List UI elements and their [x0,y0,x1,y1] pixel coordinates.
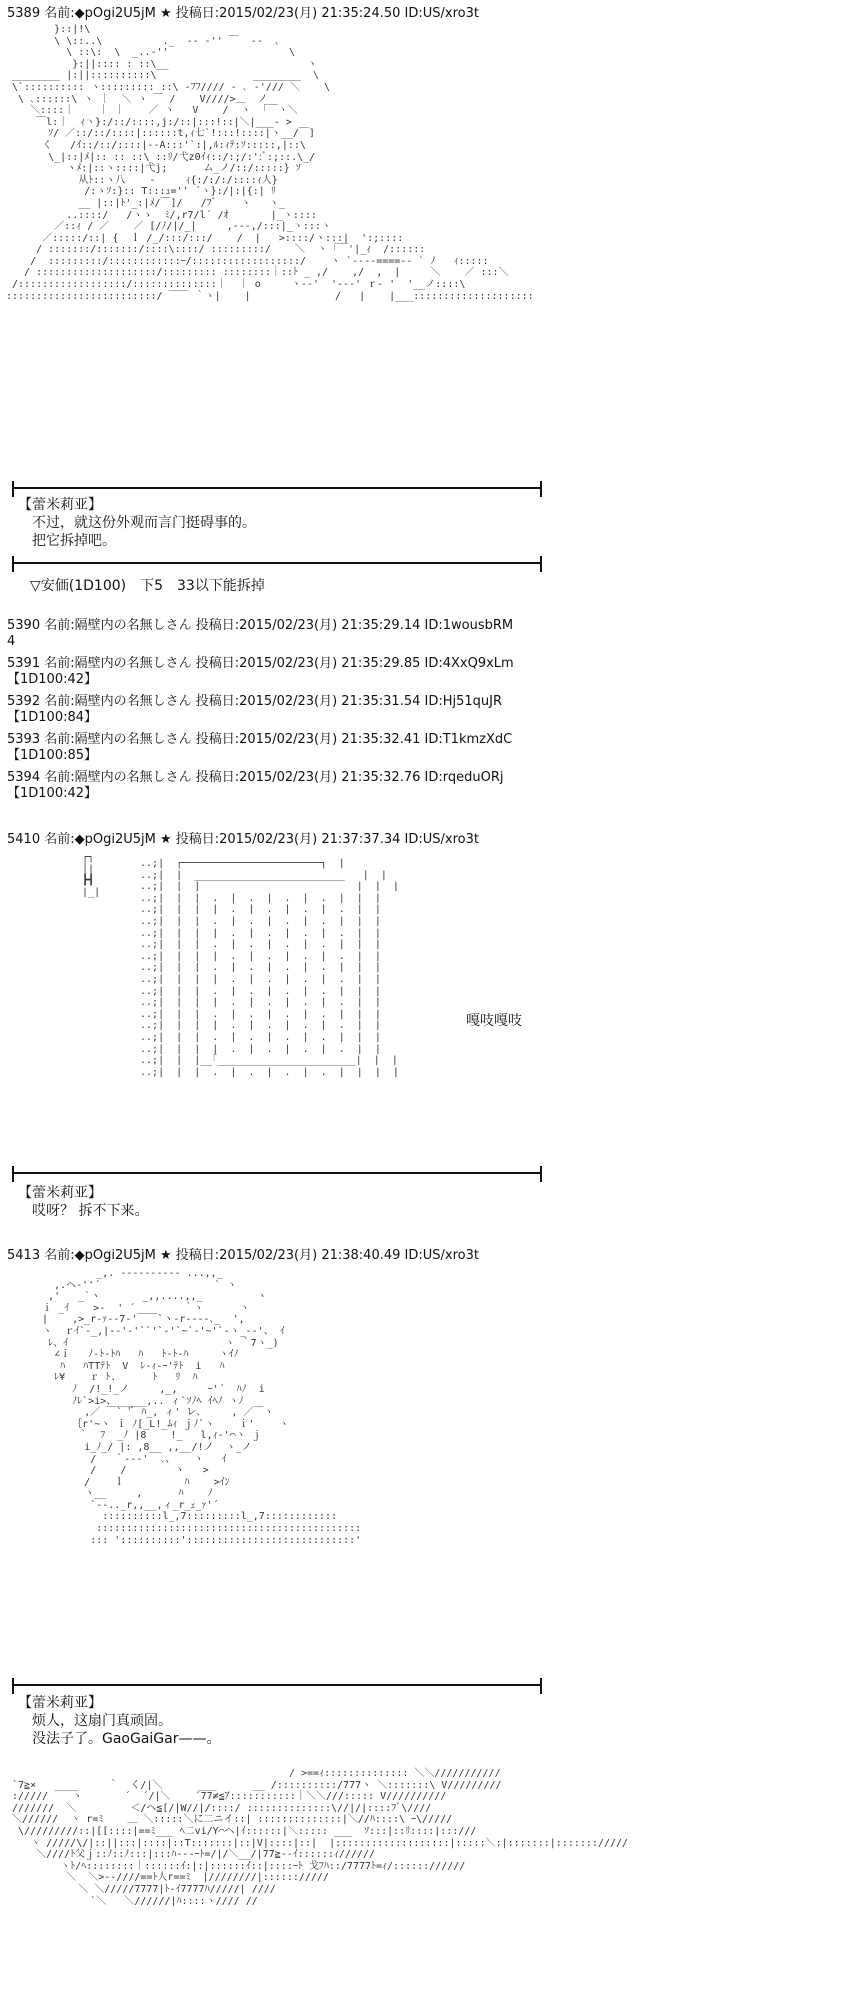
ascii-art-remilia-bust: }::|!\ \ \::..\ ._ -- ‐'' ￣ ‐- ､ \ ::\: \ _..-'' \ }:||:::: : ::\__ ヽ ________ |:||::::::::::\ ________ \ \`:::::::::: ヽ::::::::: ::\ -ﾌﾌ//// ‐ ､ -'/// ＼ \ \ ､::::::\ ヽ ｜ ＼ ヽ ￣ / V////>＿ ノ ＼::::｜ ｜ ｜ ／ ヽ V / ヽ ｢￣ヽ＼ ￣l:｜ ｨヽ}:/::/::::,j:/::|:::!::|＼|___- > ｿ/ ／::/::/::::|::::::t,ｨ七`!:::!::::|ヽ__/￣] く /ｲ::/::/::::|‐-A:::'`:|,ﾙ:ｨﾃ:ｿ:::::,|::\ \_|::|ﾒ|:: :: ::\ ::ﾘ/弋z0ｲｨ::/:;/:':ﾞ:;::.\_/ ヽﾒ:|::ヽ::::|弋j; ム_ノ/::/:::::} ｿ 从ﾄ::ヽ八 - ｨ{:/:/:/::::ｨ人} /:ゝｿ:}:: T:::ｭ='' ´ヽ}:/|:|{:| ﾘ __ |::|ﾄ'_:|ﾒ/￣]/ /ﾌﾞ ヽ ヽ_ ..::::/ /ヽゝ ﾐ/,r7/l´ /ｵ |_ヽ:::: ／::ｨ / ／ ／ [/ﾉ/|/_| ,--‐,/:::|_ヽ:::ヽ ／:::::/::| { ｌ /_/:::/:::/ / | >::::/ヽ:::| ':;:::: / :::::::/:::::::/::::\::::/ :::::::::/ ＼ ヽ ｢￣'|_ｨ /:::::: / :::::::::/::::::::::::ｰ/::::::::::::::::::/ ヽ `----====-- ` ﾉ ｨ::::: / ::::::::::::::::::::/::::::::: ::::::::｜::ﾄ _ ,/ ,/ , | ＼ ／ :::＼ /::::::::::::::::::/::::::::::::::｜ ｜ o ヽ--' '---' ｒ- ' '__ノ::::\ :::::::::::::::::::::::::/ ￣￣ ｀ヽ| | / | |___:::::::::::::::::::: [6,24,534,302]
speaker-label: 【蕾米莉亚】 [18,1185,102,1201]
speech-divider-bottom [12,562,542,564]
ascii-art-remilia-chibi: _,. --‐‐‐‐‐‐‐- ...,,_ ,.ヘ‐''´ ` ヽ ,' _`ヽ _,,....,,_ ヽ ｉ _ｲ >‐ ' ´ ｀ヽ ヽ | ,>_r-ｧ‐-7‐'￣￣`ヽ-r-‐‐-､_ ', ヽ ｒｲ`-_,|--'‐'``'`-'`~`-'~'`-ヽ_-‐'、 ｲ ﾚ、ｲ ヽ ｀7ヽ_) ∠ｉ ﾉ-ﾄ-ﾄﾊ ﾊ ﾄ-ﾄ-ﾊ ヽｲﾉ ﾊ ﾊTTﾃﾄ V ﾚ-ｨ‐ｰ'ﾃﾄ i ﾊ ﾚ¥ ｒ ﾄ. ﾄ ﾘ ﾊ ﾉ /!_!_ノ ,_, ｰ'´ ﾊﾉ i ﾉﾚ`>i>、_____,.. ィ`ｿﾉﾍ ｲﾍﾉ ヽﾉ ,／ ￣` 'ﾞ ﾊ_, ィ' レ､ , ／￣ヽ ｛r'~ヽ ｉ ﾉ[_L!_ﾑｨ ｊﾉ`ヽ ｉ' ヽ ｀ ﾌ _ﾉ |8 !_ l,ｨ‐'⌒ヽ ｊ i_ﾉ_/ |: ,8__ ,,__/!ノ ヽ_ノ / ｀‐--' ､、 ヽ ｲ / / ヽ > / ｌ ﾊ >ｲﾝ ヽ__ , ﾊ ﾉ `‐-.._r,,__,ィ_r_ｪ_ｧ'´ ::::::::::l_,7:::::::::l_,7:::::::::::: :::::::::::::::::::::::::::::::::::::::::::: ::: '::::::::::'::::::::::::::::::::::::::::' [42,1268,362,1546]
speaker-label: 【蕾米莉亚】 [18,497,102,513]
speech-divider-top [12,1172,542,1174]
speech-line: 哎呀？ 拆不下来。 [32,1203,149,1219]
post-header-5391: 5391 名前:隔壁内の名無しさん 投稿日:2015/02/23(月) 21:35:29.85 ID:4XxQ9xLm [7,656,514,671]
speech-line: 把它拆掉吧。 [32,533,116,549]
speaker-label: 【蕾米莉亚】 [18,1695,102,1711]
speech-block-3 [18,1694,221,1748]
post-header-5392: 5392 名前:隔壁内の名無しさん 投稿日:2015/02/23(月) 21:35:31.54 ID:Hj51quJR [7,694,503,709]
post-header-5393: 5393 名前:隔壁内の名無しさん 投稿日:2015/02/23(月) 21:35:32.41 ID:T1kmzXdC [7,732,513,747]
speech-divider-top [12,487,542,489]
speech-block-2 [18,1184,148,1220]
post-header-5394: 5394 名前:隔壁内の名無しさん 投稿日:2015/02/23(月) 21:35:32.76 ID:rqeduORj [7,770,504,785]
dice-result-5393: 【1D100:85】 [7,748,98,763]
dice-result-5394: 【1D100:42】 [7,786,98,801]
sound-effect-text: 嘎吱嘎吱 [466,1013,522,1029]
dice-result-5391: 【1D100:42】 [7,672,98,687]
post-body-5390: 4 [7,634,16,649]
post-header-5410: 5410 名前:◆pOgi2U5jM ★ 投稿日:2015/02/23(月) 21:37:37.34 ID:US/xro3t [7,832,479,847]
dice-result-5392: 【1D100:84】 [7,710,98,725]
speech-block-1 [18,496,256,550]
ascii-art-door: ..;| ┌───────────────────────┐ | ..;| | _________________________ | | ..;| | | | | | ..;| | | . | . | . | . | | | ..;| | | | . | . | . | . | | ..;| | | . | . | . | . | | | ..;| | | | . | . | . | . | | ..;| | | . | . | . | . | | | ..;| | | | . | . | . | . | | ..;| | | . | . | . | . | | | ..;| | | | . | . | . | . | | ..;| | | . | . | . | . | | | ..;| | | | . | . | . | . | | ..;| | | . | . | . | . | | | ..;| | | | . | . | . | . | | ..;| | | . | . | . | . | | | ..;| | | | . | . | . | . | | ..;| | |__｢_______________________| | | ..;| | | . | . | . | . | | | | [140,858,399,1078]
ascii-art-small-figure: ┌┐ │| ┣┫ |_| [82,852,101,898]
speech-line: 没法子了。GaoGaiGar——。 [32,1731,221,1747]
ascii-art-gaogaigar: / >==ｨ:::::::::::::: ＼＼/////////// `7≧× ____ ｀ く/|＼ ___ __ /::::::::::/777ヽ ＼:::::::\ V///////// :///// ヽ ´ ´/|＼ ´77≠≦ｱ:::::::::::｜＼＼///::::: V////////// /////// ＼ ＜/ヘ≦[/|W//|/::::/ ::::::::::::::\//|/|::::ﾌﾞ\//// ＼////// ヽ r=ﾐ ＿ ＼:::::＼に二ニイ::| ::::::::::::::|＼//ﾊ::::\ ｰ\///// \/////////::|[[::::|==ﾐ___ ﾍ二vi/Y⌒ヘ|ｲ::::::|＼::::: ___ ｿ:::|::ﾘ::::|:::/// ヽ /////\/|::||:::|::::|::T:::::::|::|V|::::|::| |:::::::::::::::::::|:::::＼:|:::::::|:::::::///// ＼////ﾄ父ｊ::ﾉ::ﾉ:::|:::ﾊ--‐ｰﾄ=/|/＼__/|77≧‐‐ｲ::::::ｨ////// ヽﾄ/ﾍ::::::::｜::::::ｲ:|:|::::::ｲ::|::::ｰﾄ 戈ﾌﾊ::/7777ﾄ=ｨ/::::::////// ＼ ＼>‐‐////==ﾄ人r==ﾐ |////////|::::::///// ＼ ＼/////7777|ﾄ-ｲ7777ﾊ/////| //// `＼ ＼//////|ﾊ::::ヽ//// // [12,1768,629,1907]
post-header-5413: 5413 名前:◆pOgi2U5jM ★ 投稿日:2015/02/23(月) 21:38:40.49 ID:US/xro3t [7,1248,479,1263]
post-header-5390: 5390 名前:隔壁内の名無しさん 投稿日:2015/02/23(月) 21:35:29.14 ID:1wousbRM [7,618,514,633]
dice-instruction: ▽安価(1D100) 下5 33以下能拆掉 [30,578,265,594]
post-header-5389: 5389 名前:◆pOgi2U5jM ★ 投稿日:2015/02/23(月) 21:35:24.50 ID:US/xro3t [7,6,479,21]
speech-divider-top [12,1684,542,1686]
speech-line: 烦人，这扇门真顽固。 [32,1713,172,1729]
speech-line: 不过，就这份外观而言门挺碍事的。 [32,515,256,531]
